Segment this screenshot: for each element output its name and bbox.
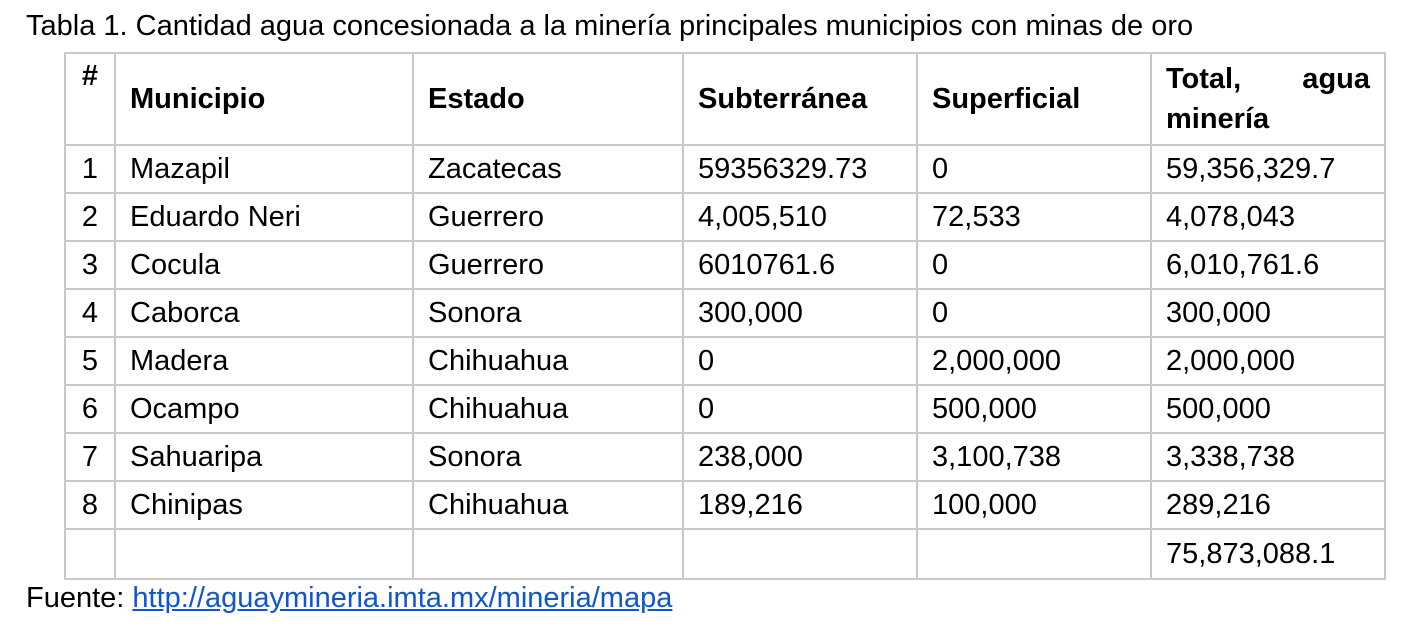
total-row-empty-subterranea [683, 529, 917, 579]
cell-municipio: Cocula [115, 241, 413, 289]
cell-superficial: 72,533 [917, 193, 1151, 241]
cell-total: 6,010,761.6 [1151, 241, 1385, 289]
cell-superficial: 500,000 [917, 385, 1151, 433]
cell-municipio: Caborca [115, 289, 413, 337]
cell-superficial: 0 [917, 145, 1151, 193]
cell-estado: Chihuahua [413, 481, 683, 529]
cell-total: 500,000 [1151, 385, 1385, 433]
header-subterranea: Subterránea [683, 53, 917, 145]
table-row [65, 145, 1385, 193]
header-superficial: Superficial [917, 53, 1151, 145]
cell-num: 4 [65, 289, 115, 337]
total-row-empty-superficial [917, 529, 1151, 579]
table-row [65, 337, 1385, 385]
header-estado: Estado [413, 53, 683, 145]
header-municipio: Municipio [115, 53, 413, 145]
header-total: Total, agua minería [1151, 53, 1385, 145]
cell-subterranea: 59356329.73 [683, 145, 917, 193]
table-row [65, 289, 1385, 337]
table-caption: Tabla 1. Cantidad agua concesionada a la minería principales municipios con minas de oro [26, 10, 1194, 42]
grand-total-row [65, 529, 1385, 579]
cell-subterranea: 0 [683, 337, 917, 385]
cell-subterranea: 300,000 [683, 289, 917, 337]
cell-total: 300,000 [1151, 289, 1385, 337]
cell-total: 289,216 [1151, 481, 1385, 529]
total-row-empty-estado [413, 529, 683, 579]
cell-estado: Guerrero [413, 241, 683, 289]
cell-subterranea: 4,005,510 [683, 193, 917, 241]
cell-total: 59,356,329.7 [1151, 145, 1385, 193]
cell-subterranea: 238,000 [683, 433, 917, 481]
cell-superficial: 2,000,000 [917, 337, 1151, 385]
cell-estado: Sonora [413, 289, 683, 337]
cell-estado: Zacatecas [413, 145, 683, 193]
cell-superficial: 3,100,738 [917, 433, 1151, 481]
source-line [26, 578, 672, 618]
cell-total: 2,000,000 [1151, 337, 1385, 385]
source-label: Fuente: [26, 582, 133, 614]
cell-municipio: Mazapil [115, 145, 413, 193]
header-num: # [65, 53, 115, 145]
cell-municipio: Madera [115, 337, 413, 385]
cell-superficial: 0 [917, 289, 1151, 337]
cell-municipio: Chinipas [115, 481, 413, 529]
cell-num: 2 [65, 193, 115, 241]
cell-subterranea: 189,216 [683, 481, 917, 529]
cell-municipio: Eduardo Neri [115, 193, 413, 241]
cell-municipio: Ocampo [115, 385, 413, 433]
table-row [65, 241, 1385, 289]
cell-estado: Guerrero [413, 193, 683, 241]
table-row [65, 481, 1385, 529]
cell-estado: Chihuahua [413, 385, 683, 433]
table-row [65, 193, 1385, 241]
total-row-empty-num [65, 529, 115, 579]
cell-superficial: 100,000 [917, 481, 1151, 529]
cell-num: 5 [65, 337, 115, 385]
cell-num: 3 [65, 241, 115, 289]
source-link[interactable]: http://aguaymineria.imta.mx/mineria/mapa [132, 582, 673, 614]
grand-total-value: 75,873,088.1 [1151, 529, 1385, 579]
cell-subterranea: 6010761.6 [683, 241, 917, 289]
cell-municipio: Sahuaripa [115, 433, 413, 481]
cell-estado: Sonora [413, 433, 683, 481]
cell-superficial: 0 [917, 241, 1151, 289]
water-concession-table [64, 52, 1386, 580]
table-header-row [65, 53, 1385, 145]
cell-num: 6 [65, 385, 115, 433]
total-row-empty-municipio [115, 529, 413, 579]
table-row [65, 433, 1385, 481]
cell-num: 8 [65, 481, 115, 529]
cell-num: 1 [65, 145, 115, 193]
cell-num: 7 [65, 433, 115, 481]
cell-subterranea: 0 [683, 385, 917, 433]
cell-total: 3,338,738 [1151, 433, 1385, 481]
cell-total: 4,078,043 [1151, 193, 1385, 241]
cell-estado: Chihuahua [413, 337, 683, 385]
table-row [65, 385, 1385, 433]
